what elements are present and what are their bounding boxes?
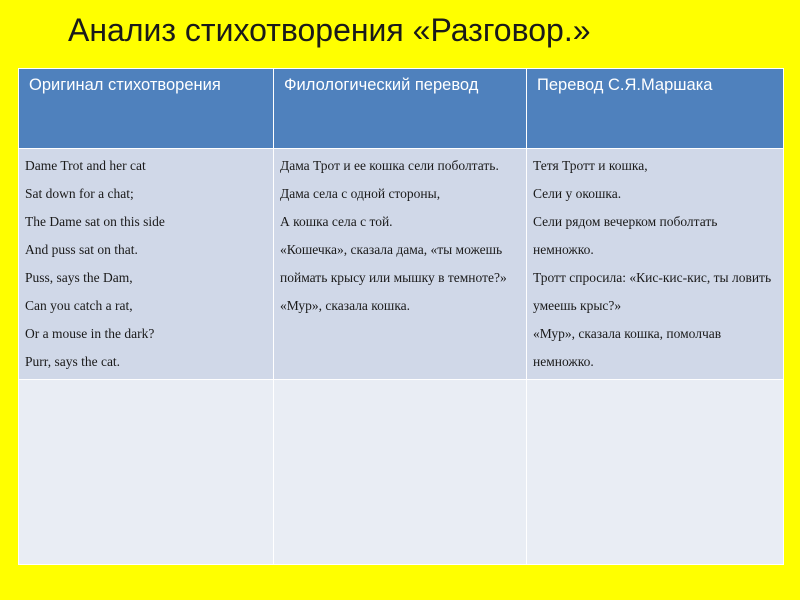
- poem-line: А кошка села с той.: [280, 214, 393, 229]
- poem-comparison-table: [18, 68, 784, 565]
- empty-table-row: [19, 380, 784, 565]
- poem-line: The Dame sat on this side: [25, 214, 165, 229]
- poem-line: And puss sat on that.: [25, 242, 138, 257]
- poem-line: «Мур», сказала кошка, помолчав немножко.: [533, 326, 722, 369]
- poem-line: Dame Trot and her cat: [25, 158, 146, 173]
- poem-line: Sat down for a chat;: [25, 186, 134, 201]
- empty-cell: [274, 380, 527, 565]
- poem-line: Purr, says the cat.: [25, 354, 121, 369]
- table-row: [19, 149, 784, 380]
- slide-title: Анализ стихотворения «Разговор.»: [68, 12, 591, 48]
- poem-line: Тетя Тротт и кошка,: [533, 158, 648, 173]
- header-philological: Филологический перевод: [274, 69, 527, 149]
- poem-line: Or a mouse in the dark?: [25, 326, 155, 341]
- poem-line: «Кошечка», сказала дама, «ты можешь поймать крысу или мышку в темноте?»: [280, 242, 507, 285]
- poem-line: Puss, says the Dam,: [25, 270, 133, 285]
- table-header-row: [19, 69, 784, 149]
- marshak-translation-cell: [527, 149, 784, 380]
- header-marshak: Перевод С.Я.Маршака: [527, 69, 784, 149]
- poem-line: Сели рядом вечерком поболтать немножко.: [533, 214, 718, 257]
- philological-translation-cell: [274, 149, 527, 380]
- poem-line: Тротт спросила: «Кис-кис-кис, ты ловить умеешь крыс?»: [533, 270, 772, 313]
- empty-cell: [19, 380, 274, 565]
- poem-line: Сели у окошка.: [533, 186, 622, 201]
- empty-cell: [527, 380, 784, 565]
- header-original: Оригинал стихотворения: [19, 69, 274, 149]
- original-poem-cell: [19, 149, 274, 380]
- poem-line: Дама Трот и ее кошка сели поболтать.: [280, 158, 499, 173]
- poem-line: Can you catch a rat,: [25, 298, 133, 313]
- poem-line: Дама села с одной стороны,: [280, 186, 441, 201]
- poem-line: «Мур», сказала кошка.: [280, 298, 411, 313]
